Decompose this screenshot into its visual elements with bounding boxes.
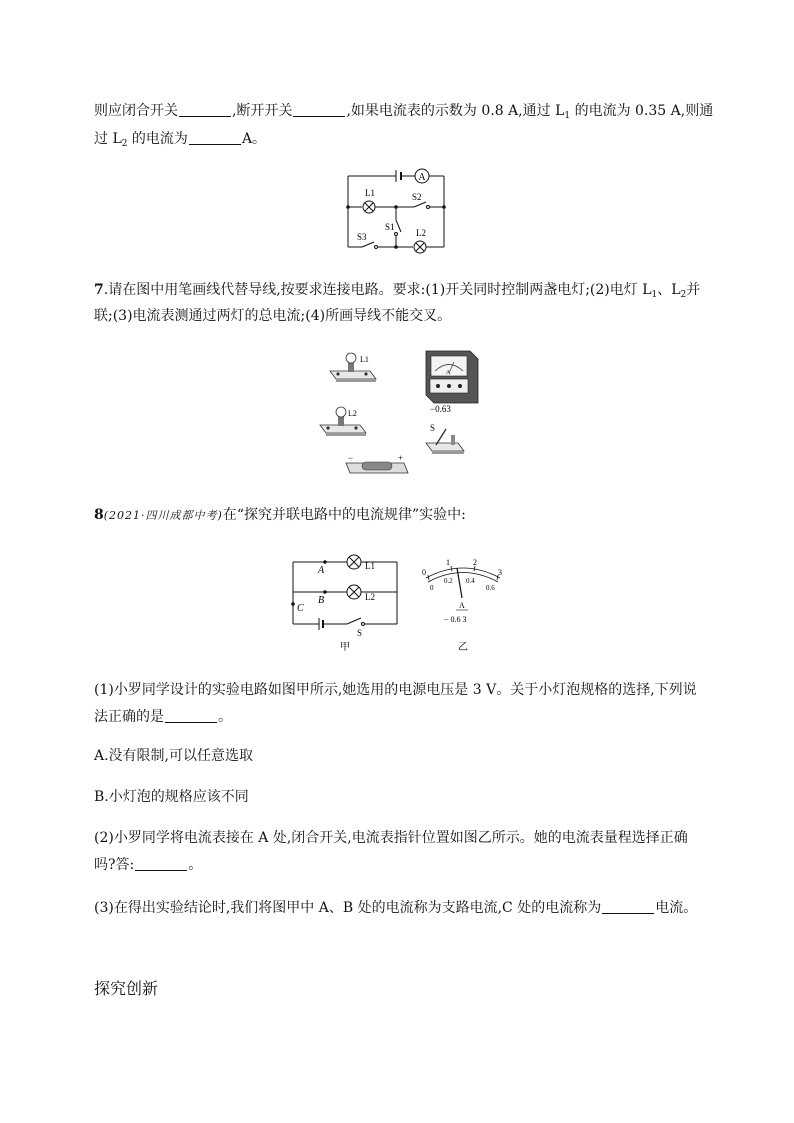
ammeter-dial-label: A bbox=[446, 370, 451, 376]
scale-top-3: 3 bbox=[498, 568, 502, 577]
q6-line2: 过 $L_2$ 的电流为 A。 bbox=[94, 131, 267, 149]
battery bbox=[346, 453, 408, 473]
switch-S2-label: S2 bbox=[412, 192, 422, 202]
q7-equipment-figure bbox=[318, 345, 488, 485]
answer-blank[interactable] bbox=[602, 899, 654, 914]
switch-S-device bbox=[426, 423, 464, 454]
lamp-L2-label: L2 bbox=[348, 409, 357, 418]
q7-line2: 联;(3)电流表测通过两灯的总电流;(4)所画导线不能交叉。 bbox=[94, 308, 452, 324]
point-B-label: B bbox=[318, 595, 325, 606]
figure-jia-caption: 甲 bbox=[340, 642, 350, 652]
q7-line1: 7.请在图中用笔画线代替导线,按要求连接电路。要求:(1)开关同时控制两盏电灯;(2)电灯 $L_1$、$L_2$并 bbox=[94, 282, 701, 300]
point-C-label: C bbox=[297, 603, 304, 614]
scale-bottom-1: 0.2 bbox=[444, 577, 453, 585]
switch-S-label: S bbox=[357, 628, 363, 638]
lamp-L2-board bbox=[320, 407, 366, 436]
lamp-L2-label: L2 bbox=[416, 228, 426, 238]
figure-yi-caption: 乙 bbox=[458, 642, 468, 653]
switch-S-label: S1 bbox=[385, 222, 395, 232]
q6-circuit-diagram bbox=[340, 162, 450, 262]
answer-blank[interactable] bbox=[179, 102, 231, 117]
ammeter-terminal-labels: −0.63 bbox=[430, 404, 451, 414]
q8-option-B: B.小灯泡的规格应该不同 bbox=[94, 789, 249, 805]
meter-unit-label: A bbox=[459, 601, 465, 610]
q8-p3: (3)在得出实验结论时,我们将图甲中 A、B 处的电流称为支路电流,C 处的电流称为 电流。 bbox=[94, 900, 698, 916]
switch-S-label: S bbox=[430, 423, 436, 433]
battery-minus-label: − bbox=[348, 453, 354, 463]
q8-title: 8(2021·四川成都中考)在“探究并联电路中的电流规律”实验中: bbox=[94, 507, 466, 523]
point-A-label: A bbox=[318, 565, 325, 576]
answer-blank[interactable] bbox=[135, 856, 187, 871]
scale-top-0: 0 bbox=[422, 568, 426, 577]
battery-plus-label: + bbox=[398, 453, 404, 463]
scale-top-2: 2 bbox=[473, 558, 477, 567]
scale-bottom-0: 0 bbox=[430, 584, 434, 592]
switch-S3-label: S3 bbox=[357, 232, 367, 242]
q8-circuit-jia bbox=[285, 548, 405, 652]
q8-option-A: A.没有限制,可以任意选取 bbox=[94, 748, 254, 764]
lamp-L1-board bbox=[330, 353, 376, 382]
q8-p1-line2: 法正确的是 。 bbox=[94, 709, 232, 725]
lamp-L1-label: L1 bbox=[365, 188, 375, 198]
q8-p2-line1: (2)小罗同学将电流表接在 A 处,闭合开关,电流表指针位置如图乙所示。她的电流表量程选择正确 bbox=[94, 830, 688, 846]
q8-ammeter-yi bbox=[418, 558, 508, 654]
scale-bottom-3: 0.6 bbox=[486, 584, 495, 592]
answer-blank[interactable] bbox=[165, 708, 217, 723]
scale-bottom-2: 0.4 bbox=[466, 577, 475, 585]
lamp-L2-label: L2 bbox=[365, 592, 375, 602]
answer-blank[interactable] bbox=[293, 102, 345, 117]
section-heading: 探究创新 bbox=[94, 979, 159, 998]
q6-line1: 则应闭合开关 ,断开开关 ,如果电流表的示数为 0.8 A,通过 $L_1$ 的电流为 0.35 A,则通 bbox=[94, 103, 714, 121]
meter-terminal-labels: − 0.6 3 bbox=[444, 615, 467, 624]
q8-p2-line2: 吗?答: 。 bbox=[94, 857, 203, 873]
scale-top-1: 1 bbox=[446, 558, 450, 567]
ammeter-label: A bbox=[418, 172, 426, 183]
q8-p1-line1: (1)小罗同学设计的实验电路如图甲所示,她选用的电源电压是 3 V。关于小灯泡规格的选择,下列说 bbox=[94, 682, 697, 698]
ammeter-device bbox=[426, 351, 478, 414]
answer-blank[interactable] bbox=[189, 130, 241, 145]
lamp-L1-label: L1 bbox=[365, 561, 375, 571]
lamp-L1-label: L1 bbox=[360, 355, 369, 364]
